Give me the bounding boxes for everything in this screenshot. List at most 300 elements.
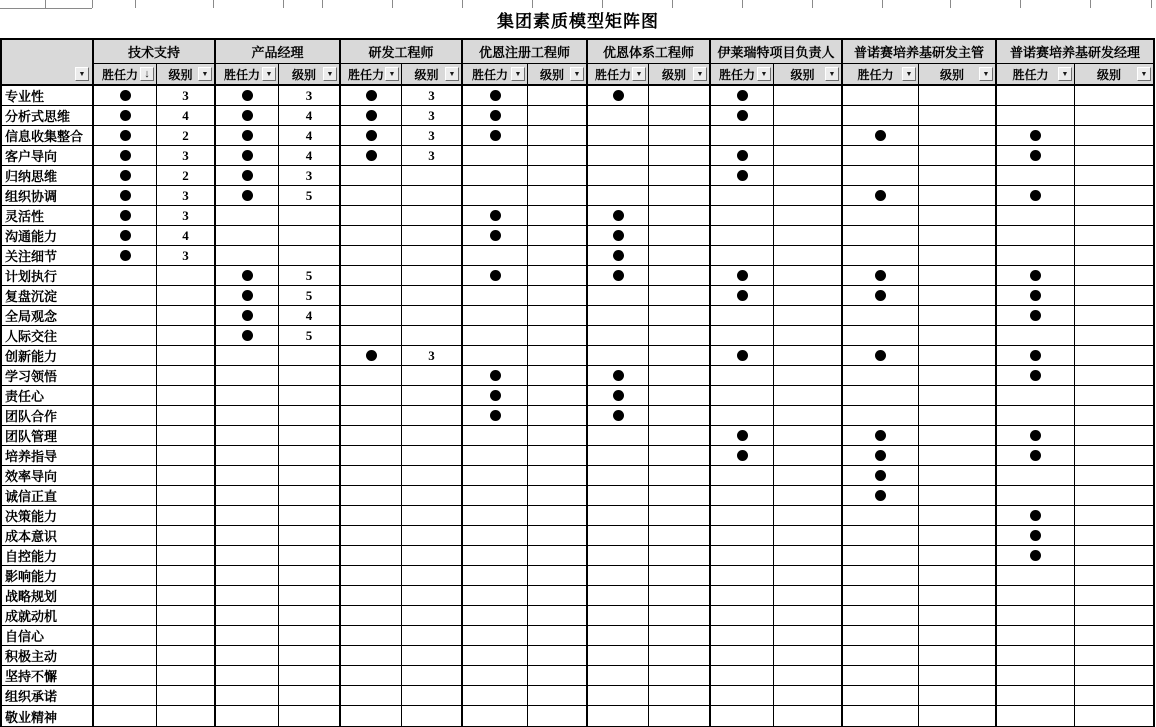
competency-dot-cell[interactable] <box>997 486 1075 506</box>
competency-dot-cell[interactable] <box>216 466 279 486</box>
level-cell[interactable] <box>528 706 588 726</box>
competency-dot-cell[interactable] <box>341 186 402 206</box>
level-cell[interactable] <box>649 626 711 646</box>
competency-dot-cell[interactable] <box>588 686 649 706</box>
level-subheader-cell[interactable] <box>1075 64 1153 86</box>
competency-dot-cell[interactable] <box>216 706 279 726</box>
level-cell[interactable] <box>528 426 588 446</box>
level-cell[interactable] <box>157 526 216 546</box>
level-cell[interactable] <box>402 626 463 646</box>
competency-dot-cell[interactable] <box>463 406 528 426</box>
level-cell[interactable] <box>279 206 341 226</box>
level-cell[interactable] <box>157 446 216 466</box>
level-cell[interactable] <box>157 566 216 586</box>
row-label-cell[interactable] <box>2 546 94 566</box>
competency-dot-cell[interactable] <box>711 666 774 686</box>
competency-dot-cell[interactable] <box>341 446 402 466</box>
level-cell[interactable] <box>774 486 843 506</box>
level-cell[interactable] <box>649 166 711 186</box>
level-cell[interactable] <box>649 106 711 126</box>
level-cell[interactable] <box>157 666 216 686</box>
competency-dot-cell[interactable] <box>341 246 402 266</box>
level-cell[interactable] <box>919 346 997 366</box>
level-cell[interactable] <box>528 126 588 146</box>
competency-dot-cell[interactable] <box>588 526 649 546</box>
group-header-cell[interactable] <box>341 40 463 64</box>
competency-dot-cell[interactable] <box>997 706 1075 726</box>
competency-dot-cell[interactable] <box>843 346 919 366</box>
level-cell[interactable] <box>157 286 216 306</box>
level-cell[interactable] <box>157 306 216 326</box>
competency-dot-cell[interactable] <box>463 386 528 406</box>
row-label-cell[interactable] <box>2 386 94 406</box>
level-cell[interactable] <box>157 206 216 226</box>
competency-dot-cell[interactable] <box>216 306 279 326</box>
row-label-cell[interactable] <box>2 406 94 426</box>
competency-dot-cell[interactable] <box>711 686 774 706</box>
level-cell[interactable] <box>649 286 711 306</box>
competency-dot-cell[interactable] <box>463 126 528 146</box>
level-cell[interactable] <box>774 346 843 366</box>
level-cell[interactable] <box>649 466 711 486</box>
competency-dot-cell[interactable] <box>997 506 1075 526</box>
competency-dot-cell[interactable] <box>463 586 528 606</box>
competency-dot-cell[interactable] <box>588 666 649 686</box>
competency-dot-cell[interactable] <box>843 426 919 446</box>
level-cell[interactable] <box>402 306 463 326</box>
level-cell[interactable] <box>774 126 843 146</box>
competency-dot-cell[interactable] <box>216 366 279 386</box>
level-cell[interactable] <box>1075 546 1153 566</box>
row-label-cell[interactable] <box>2 486 94 506</box>
filter-button[interactable] <box>323 67 337 81</box>
level-cell[interactable] <box>919 486 997 506</box>
competency-dot-cell[interactable] <box>588 706 649 726</box>
level-cell[interactable] <box>157 686 216 706</box>
filter-button[interactable] <box>902 67 916 81</box>
level-cell[interactable] <box>774 206 843 226</box>
level-cell[interactable] <box>1075 706 1153 726</box>
competency-dot-cell[interactable] <box>94 426 157 446</box>
level-cell[interactable] <box>402 126 463 146</box>
level-cell[interactable] <box>1075 486 1153 506</box>
level-cell[interactable] <box>919 466 997 486</box>
level-cell[interactable] <box>402 326 463 346</box>
level-cell[interactable] <box>774 666 843 686</box>
level-cell[interactable] <box>157 346 216 366</box>
level-cell[interactable] <box>157 606 216 626</box>
competency-dot-cell[interactable] <box>94 646 157 666</box>
level-cell[interactable] <box>919 126 997 146</box>
competency-dot-cell[interactable] <box>94 506 157 526</box>
competency-dot-cell[interactable] <box>94 266 157 286</box>
level-cell[interactable] <box>1075 406 1153 426</box>
competency-subheader-cell[interactable] <box>997 64 1075 86</box>
level-cell[interactable] <box>774 646 843 666</box>
competency-dot-cell[interactable] <box>997 626 1075 646</box>
competency-dot-cell[interactable] <box>588 406 649 426</box>
level-cell[interactable] <box>528 566 588 586</box>
competency-dot-cell[interactable] <box>997 526 1075 546</box>
level-cell[interactable] <box>919 246 997 266</box>
competency-dot-cell[interactable] <box>341 326 402 346</box>
level-cell[interactable] <box>157 186 216 206</box>
level-cell[interactable] <box>402 586 463 606</box>
level-cell[interactable] <box>649 566 711 586</box>
level-cell[interactable] <box>1075 666 1153 686</box>
level-cell[interactable] <box>919 286 997 306</box>
competency-subheader-cell[interactable] <box>216 64 279 86</box>
level-cell[interactable] <box>649 646 711 666</box>
competency-dot-cell[interactable] <box>463 706 528 726</box>
competency-dot-cell[interactable] <box>588 366 649 386</box>
competency-dot-cell[interactable] <box>463 466 528 486</box>
competency-dot-cell[interactable] <box>341 286 402 306</box>
level-cell[interactable] <box>1075 226 1153 246</box>
level-cell[interactable] <box>279 126 341 146</box>
level-cell[interactable] <box>919 166 997 186</box>
level-cell[interactable] <box>774 466 843 486</box>
competency-dot-cell[interactable] <box>216 286 279 306</box>
level-cell[interactable] <box>279 166 341 186</box>
competency-dot-cell[interactable] <box>341 546 402 566</box>
competency-dot-cell[interactable] <box>216 446 279 466</box>
competency-dot-cell[interactable] <box>216 686 279 706</box>
competency-dot-cell[interactable] <box>216 526 279 546</box>
competency-dot-cell[interactable] <box>711 446 774 466</box>
competency-dot-cell[interactable] <box>341 646 402 666</box>
competency-dot-cell[interactable] <box>216 346 279 366</box>
competency-dot-cell[interactable] <box>843 366 919 386</box>
competency-dot-cell[interactable] <box>216 386 279 406</box>
competency-dot-cell[interactable] <box>588 446 649 466</box>
competency-dot-cell[interactable] <box>94 666 157 686</box>
level-cell[interactable] <box>919 406 997 426</box>
competency-dot-cell[interactable] <box>588 566 649 586</box>
level-cell[interactable] <box>919 686 997 706</box>
level-cell[interactable] <box>402 506 463 526</box>
level-cell[interactable] <box>279 646 341 666</box>
competency-dot-cell[interactable] <box>711 186 774 206</box>
level-cell[interactable] <box>649 386 711 406</box>
level-cell[interactable] <box>774 166 843 186</box>
competency-dot-cell[interactable] <box>94 406 157 426</box>
competency-dot-cell[interactable] <box>843 506 919 526</box>
competency-dot-cell[interactable] <box>711 566 774 586</box>
level-cell[interactable] <box>279 106 341 126</box>
competency-dot-cell[interactable] <box>216 626 279 646</box>
competency-dot-cell[interactable] <box>588 206 649 226</box>
level-cell[interactable] <box>528 106 588 126</box>
level-subheader-cell[interactable] <box>774 64 843 86</box>
competency-dot-cell[interactable] <box>341 526 402 546</box>
level-cell[interactable] <box>649 526 711 546</box>
level-cell[interactable] <box>649 486 711 506</box>
competency-dot-cell[interactable] <box>463 486 528 506</box>
competency-dot-cell[interactable] <box>94 86 157 106</box>
row-label-cell[interactable] <box>2 686 94 706</box>
competency-dot-cell[interactable] <box>463 346 528 366</box>
competency-dot-cell[interactable] <box>711 366 774 386</box>
competency-dot-cell[interactable] <box>588 606 649 626</box>
level-cell[interactable] <box>774 146 843 166</box>
competency-dot-cell[interactable] <box>997 546 1075 566</box>
row-label-cell[interactable] <box>2 186 94 206</box>
level-cell[interactable] <box>157 166 216 186</box>
level-cell[interactable] <box>157 126 216 146</box>
competency-dot-cell[interactable] <box>463 186 528 206</box>
competency-dot-cell[interactable] <box>843 286 919 306</box>
competency-dot-cell[interactable] <box>711 546 774 566</box>
competency-dot-cell[interactable] <box>463 686 528 706</box>
competency-dot-cell[interactable] <box>341 506 402 526</box>
level-cell[interactable] <box>1075 506 1153 526</box>
level-cell[interactable] <box>279 86 341 106</box>
competency-dot-cell[interactable] <box>216 566 279 586</box>
competency-dot-cell[interactable] <box>216 486 279 506</box>
competency-dot-cell[interactable] <box>711 286 774 306</box>
competency-dot-cell[interactable] <box>843 686 919 706</box>
level-cell[interactable] <box>402 286 463 306</box>
level-cell[interactable] <box>774 446 843 466</box>
competency-dot-cell[interactable] <box>216 206 279 226</box>
level-cell[interactable] <box>919 186 997 206</box>
competency-dot-cell[interactable] <box>341 706 402 726</box>
competency-dot-cell[interactable] <box>94 686 157 706</box>
competency-dot-cell[interactable] <box>711 646 774 666</box>
filter-button[interactable] <box>757 67 771 81</box>
competency-dot-cell[interactable] <box>997 646 1075 666</box>
level-cell[interactable] <box>919 366 997 386</box>
competency-dot-cell[interactable] <box>997 106 1075 126</box>
competency-dot-cell[interactable] <box>94 366 157 386</box>
sort-filter-button[interactable] <box>140 67 154 81</box>
competency-dot-cell[interactable] <box>341 426 402 446</box>
competency-dot-cell[interactable] <box>843 326 919 346</box>
level-cell[interactable] <box>1075 586 1153 606</box>
row-label-cell[interactable] <box>2 106 94 126</box>
level-cell[interactable] <box>402 146 463 166</box>
level-cell[interactable] <box>402 426 463 446</box>
level-cell[interactable] <box>528 506 588 526</box>
competency-dot-cell[interactable] <box>997 86 1075 106</box>
level-cell[interactable] <box>649 586 711 606</box>
group-header-cell[interactable] <box>94 40 216 64</box>
level-cell[interactable] <box>528 586 588 606</box>
competency-dot-cell[interactable] <box>997 146 1075 166</box>
level-cell[interactable] <box>157 386 216 406</box>
level-cell[interactable] <box>774 266 843 286</box>
competency-dot-cell[interactable] <box>711 406 774 426</box>
competency-dot-cell[interactable] <box>463 306 528 326</box>
level-cell[interactable] <box>528 186 588 206</box>
row-label-filter-button[interactable] <box>75 67 89 81</box>
level-cell[interactable] <box>1075 686 1153 706</box>
competency-dot-cell[interactable] <box>94 106 157 126</box>
level-cell[interactable] <box>1075 326 1153 346</box>
competency-dot-cell[interactable] <box>463 426 528 446</box>
competency-dot-cell[interactable] <box>94 446 157 466</box>
level-cell[interactable] <box>279 346 341 366</box>
competency-dot-cell[interactable] <box>216 506 279 526</box>
competency-dot-cell[interactable] <box>588 266 649 286</box>
level-cell[interactable] <box>157 266 216 286</box>
level-cell[interactable] <box>649 266 711 286</box>
competency-dot-cell[interactable] <box>711 326 774 346</box>
competency-dot-cell[interactable] <box>843 146 919 166</box>
level-cell[interactable] <box>919 706 997 726</box>
competency-dot-cell[interactable] <box>94 526 157 546</box>
level-cell[interactable] <box>402 386 463 406</box>
row-label-cell[interactable] <box>2 366 94 386</box>
competency-dot-cell[interactable] <box>463 606 528 626</box>
competency-dot-cell[interactable] <box>341 226 402 246</box>
level-cell[interactable] <box>279 326 341 346</box>
competency-dot-cell[interactable] <box>94 226 157 246</box>
competency-dot-cell[interactable] <box>843 386 919 406</box>
competency-dot-cell[interactable] <box>216 646 279 666</box>
competency-dot-cell[interactable] <box>588 466 649 486</box>
level-cell[interactable] <box>528 146 588 166</box>
level-cell[interactable] <box>649 506 711 526</box>
level-cell[interactable] <box>279 426 341 446</box>
competency-dot-cell[interactable] <box>997 566 1075 586</box>
competency-dot-cell[interactable] <box>341 266 402 286</box>
competency-dot-cell[interactable] <box>463 366 528 386</box>
competency-dot-cell[interactable] <box>843 446 919 466</box>
row-label-cell[interactable] <box>2 706 94 726</box>
level-cell[interactable] <box>402 546 463 566</box>
level-cell[interactable] <box>402 646 463 666</box>
competency-dot-cell[interactable] <box>341 126 402 146</box>
competency-dot-cell[interactable] <box>588 426 649 446</box>
level-cell[interactable] <box>528 86 588 106</box>
level-cell[interactable] <box>402 206 463 226</box>
competency-dot-cell[interactable] <box>711 266 774 286</box>
level-cell[interactable] <box>919 666 997 686</box>
competency-dot-cell[interactable] <box>997 246 1075 266</box>
competency-dot-cell[interactable] <box>341 686 402 706</box>
level-cell[interactable] <box>528 266 588 286</box>
level-cell[interactable] <box>157 466 216 486</box>
competency-dot-cell[interactable] <box>997 326 1075 346</box>
competency-dot-cell[interactable] <box>94 386 157 406</box>
competency-dot-cell[interactable] <box>463 246 528 266</box>
competency-dot-cell[interactable] <box>94 186 157 206</box>
level-cell[interactable] <box>402 606 463 626</box>
level-cell[interactable] <box>528 486 588 506</box>
group-header-cell[interactable] <box>843 40 997 64</box>
competency-dot-cell[interactable] <box>997 606 1075 626</box>
level-cell[interactable] <box>1075 86 1153 106</box>
competency-dot-cell[interactable] <box>997 386 1075 406</box>
level-cell[interactable] <box>157 86 216 106</box>
level-cell[interactable] <box>528 306 588 326</box>
competency-dot-cell[interactable] <box>94 466 157 486</box>
level-cell[interactable] <box>919 146 997 166</box>
competency-dot-cell[interactable] <box>216 426 279 446</box>
level-cell[interactable] <box>402 526 463 546</box>
level-cell[interactable] <box>919 266 997 286</box>
row-label-cell[interactable] <box>2 526 94 546</box>
competency-dot-cell[interactable] <box>463 666 528 686</box>
level-cell[interactable] <box>649 706 711 726</box>
competency-dot-cell[interactable] <box>711 606 774 626</box>
competency-dot-cell[interactable] <box>843 206 919 226</box>
level-cell[interactable] <box>157 546 216 566</box>
level-cell[interactable] <box>919 586 997 606</box>
level-cell[interactable] <box>1075 466 1153 486</box>
filter-button[interactable] <box>1137 67 1151 81</box>
competency-dot-cell[interactable] <box>94 546 157 566</box>
competency-dot-cell[interactable] <box>997 226 1075 246</box>
level-cell[interactable] <box>774 426 843 446</box>
level-cell[interactable] <box>279 366 341 386</box>
level-cell[interactable] <box>1075 266 1153 286</box>
level-cell[interactable] <box>919 526 997 546</box>
level-cell[interactable] <box>402 366 463 386</box>
level-cell[interactable] <box>774 406 843 426</box>
competency-dot-cell[interactable] <box>711 586 774 606</box>
competency-dot-cell[interactable] <box>216 86 279 106</box>
competency-dot-cell[interactable] <box>843 706 919 726</box>
level-cell[interactable] <box>649 346 711 366</box>
group-header-cell[interactable] <box>711 40 843 64</box>
competency-dot-cell[interactable] <box>94 166 157 186</box>
level-cell[interactable] <box>649 126 711 146</box>
level-cell[interactable] <box>649 226 711 246</box>
competency-dot-cell[interactable] <box>711 626 774 646</box>
level-cell[interactable] <box>1075 146 1153 166</box>
competency-dot-cell[interactable] <box>341 386 402 406</box>
level-cell[interactable] <box>649 366 711 386</box>
competency-dot-cell[interactable] <box>843 666 919 686</box>
level-cell[interactable] <box>279 706 341 726</box>
level-cell[interactable] <box>649 206 711 226</box>
row-label-cell[interactable] <box>2 306 94 326</box>
competency-dot-cell[interactable] <box>341 306 402 326</box>
row-label-header-cell[interactable] <box>2 40 94 86</box>
competency-dot-cell[interactable] <box>997 206 1075 226</box>
level-cell[interactable] <box>1075 306 1153 326</box>
level-cell[interactable] <box>279 486 341 506</box>
competency-subheader-cell[interactable] <box>588 64 649 86</box>
competency-dot-cell[interactable] <box>341 566 402 586</box>
level-cell[interactable] <box>1075 446 1153 466</box>
row-label-cell[interactable] <box>2 426 94 446</box>
level-cell[interactable] <box>774 686 843 706</box>
level-cell[interactable] <box>649 546 711 566</box>
competency-dot-cell[interactable] <box>94 146 157 166</box>
competency-dot-cell[interactable] <box>94 346 157 366</box>
competency-dot-cell[interactable] <box>463 206 528 226</box>
competency-dot-cell[interactable] <box>843 646 919 666</box>
level-cell[interactable] <box>157 226 216 246</box>
competency-dot-cell[interactable] <box>711 306 774 326</box>
level-cell[interactable] <box>774 106 843 126</box>
level-cell[interactable] <box>919 86 997 106</box>
level-cell[interactable] <box>157 146 216 166</box>
level-cell[interactable] <box>279 386 341 406</box>
level-subheader-cell[interactable] <box>649 64 711 86</box>
competency-dot-cell[interactable] <box>997 366 1075 386</box>
level-cell[interactable] <box>649 326 711 346</box>
competency-dot-cell[interactable] <box>711 526 774 546</box>
competency-dot-cell[interactable] <box>588 386 649 406</box>
level-cell[interactable] <box>402 226 463 246</box>
level-cell[interactable] <box>1075 366 1153 386</box>
level-cell[interactable] <box>402 166 463 186</box>
